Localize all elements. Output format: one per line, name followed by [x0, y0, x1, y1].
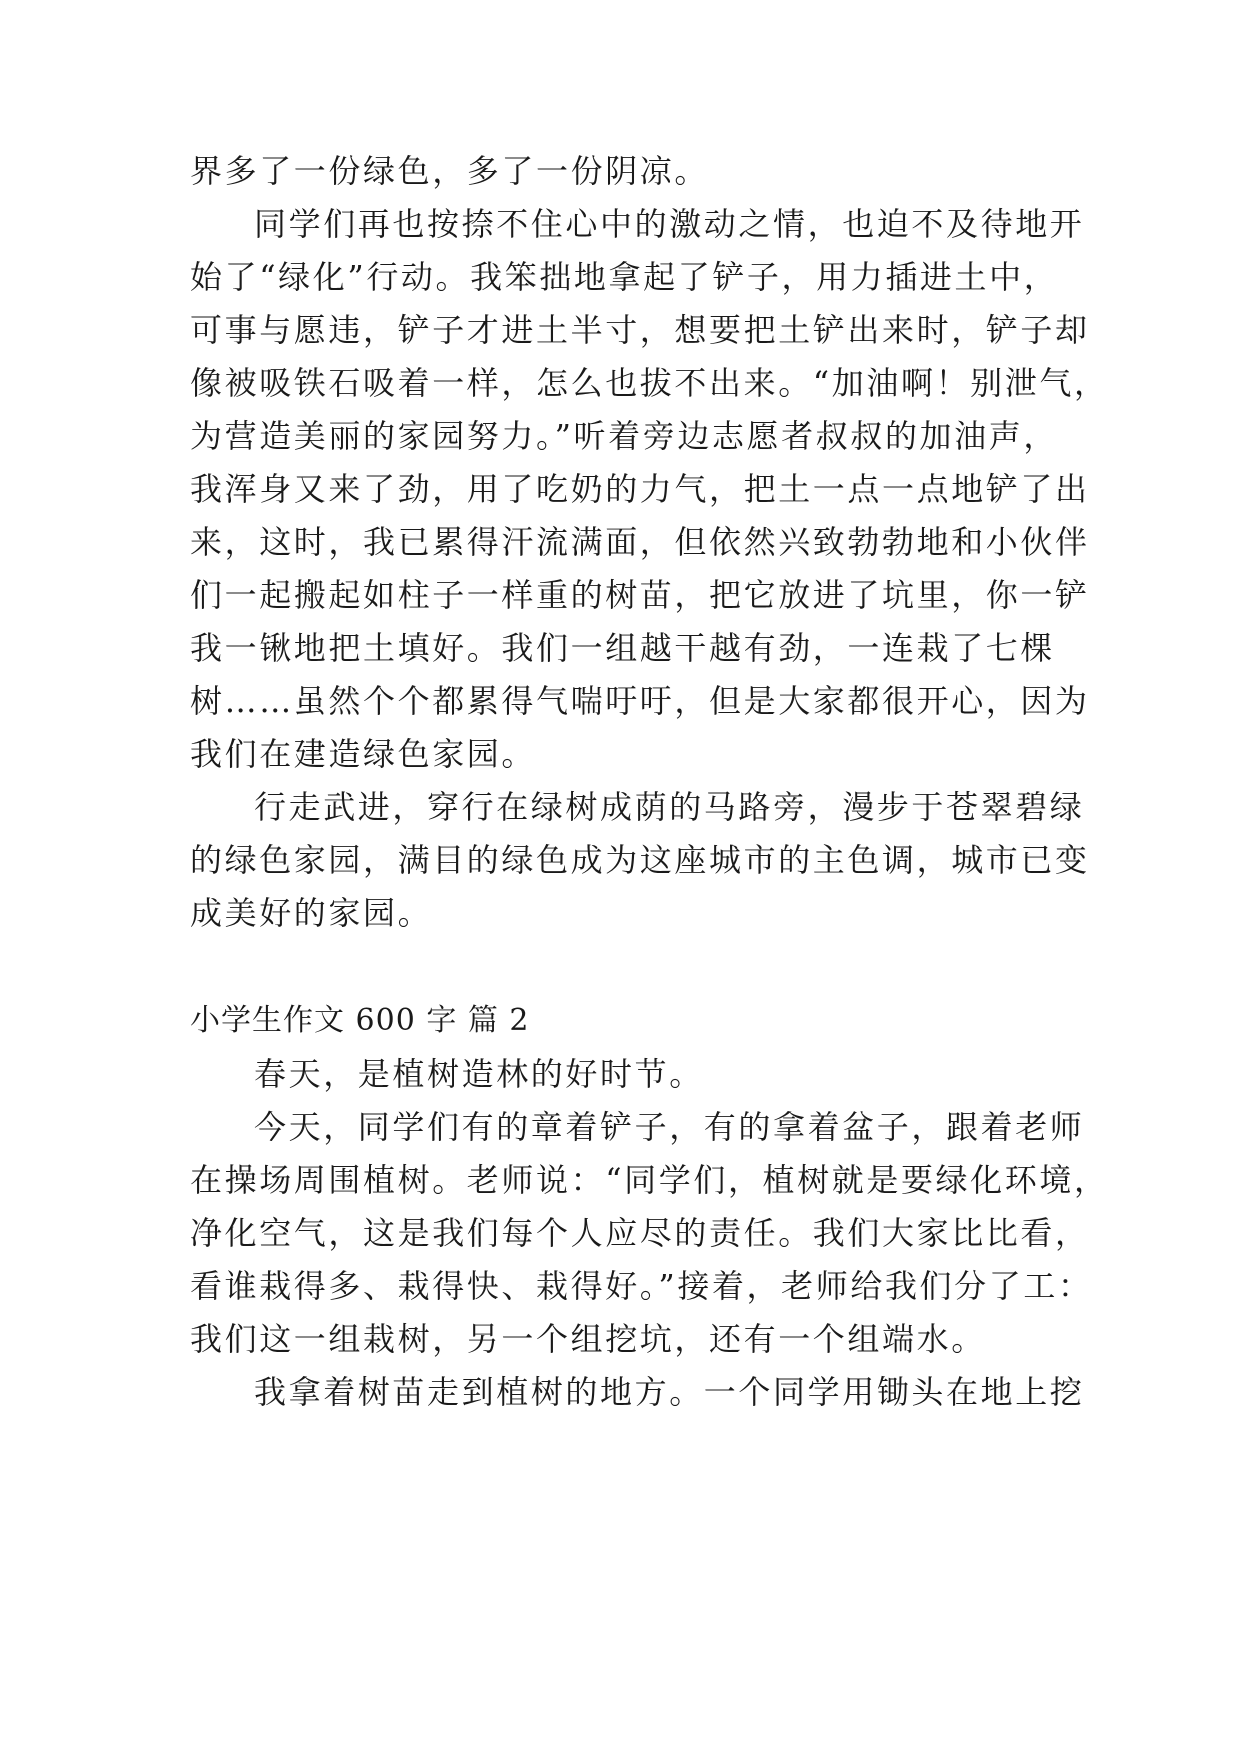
text-line: 净化空气，这是我们每个人应尽的责任。我们大家比比看， — [190, 1214, 1090, 1252]
paragraph-start-line: 行走武进，穿行在绿树成荫的马路旁，漫步于苍翠碧绿 — [254, 788, 1085, 826]
text-line: 为营造美丽的家园努力。”听着旁边志愿者叔叔的加油声， — [190, 417, 1058, 455]
paragraph-start-line: 今天，同学们有的章着铲子，有的拿着盆子，跟着老师 — [254, 1108, 1085, 1146]
text-line: 看谁栽得多、栽得快、栽得好。”接着，老师给我们分了工： — [190, 1267, 1093, 1305]
text-line: 我一锹地把土填好。我们一组越干越有劲，一连栽了七棵 — [190, 629, 1056, 667]
text-line: 我们这一组栽树，另一个组挖坑，还有一个组端水。 — [190, 1320, 986, 1358]
text-line: 树……虽然个个都累得气喘吁吁，但是大家都很开心，因为 — [190, 682, 1090, 720]
text-line: 我浑身又来了劲，用了吃奶的力气，把土一点一点地铲了出 — [190, 470, 1090, 508]
paragraph-start-line: 我拿着树苗走到植树的地方。一个同学用锄头在地上挖 — [254, 1373, 1085, 1411]
text-line: 我们在建造绿色家园。 — [190, 735, 537, 773]
text-line: 的绿色家园，满目的绿色成为这座城市的主色调，城市已变 — [190, 841, 1090, 879]
paragraph-start-line: 同学们再也按捺不住心中的激动之情，也迫不及待地开 — [254, 205, 1085, 243]
section-heading: 小学生作文 600 字 篇 2 — [190, 1003, 530, 1038]
text-line: 来，这时，我已累得汗流满面，但依然兴致勃勃地和小伙伴 — [190, 523, 1090, 561]
text-line: 在操场周围植树。老师说：“同学们，植树就是要绿化环境， — [190, 1161, 1109, 1199]
text-line: 可事与愿违，铲子才进土半寸，想要把土铲出来时，铲子却 — [190, 311, 1090, 349]
paragraph-start-line: 春天，是植树造林的好时节。 — [254, 1055, 704, 1093]
text-line: 像被吸铁石吸着一样，怎么也拔不出来。“加油啊！别泄气， — [190, 364, 1109, 402]
text-line: 们一起搬起如柱子一样重的树苗，把它放进了坑里，你一铲 — [190, 576, 1090, 614]
text-line: 界多了一份绿色，多了一份阴凉。 — [190, 152, 710, 190]
text-line: 成美好的家园。 — [190, 894, 433, 932]
text-line: 始了“绿化”行动。我笨拙地拿起了铲子，用力插进土中， — [190, 258, 1059, 296]
